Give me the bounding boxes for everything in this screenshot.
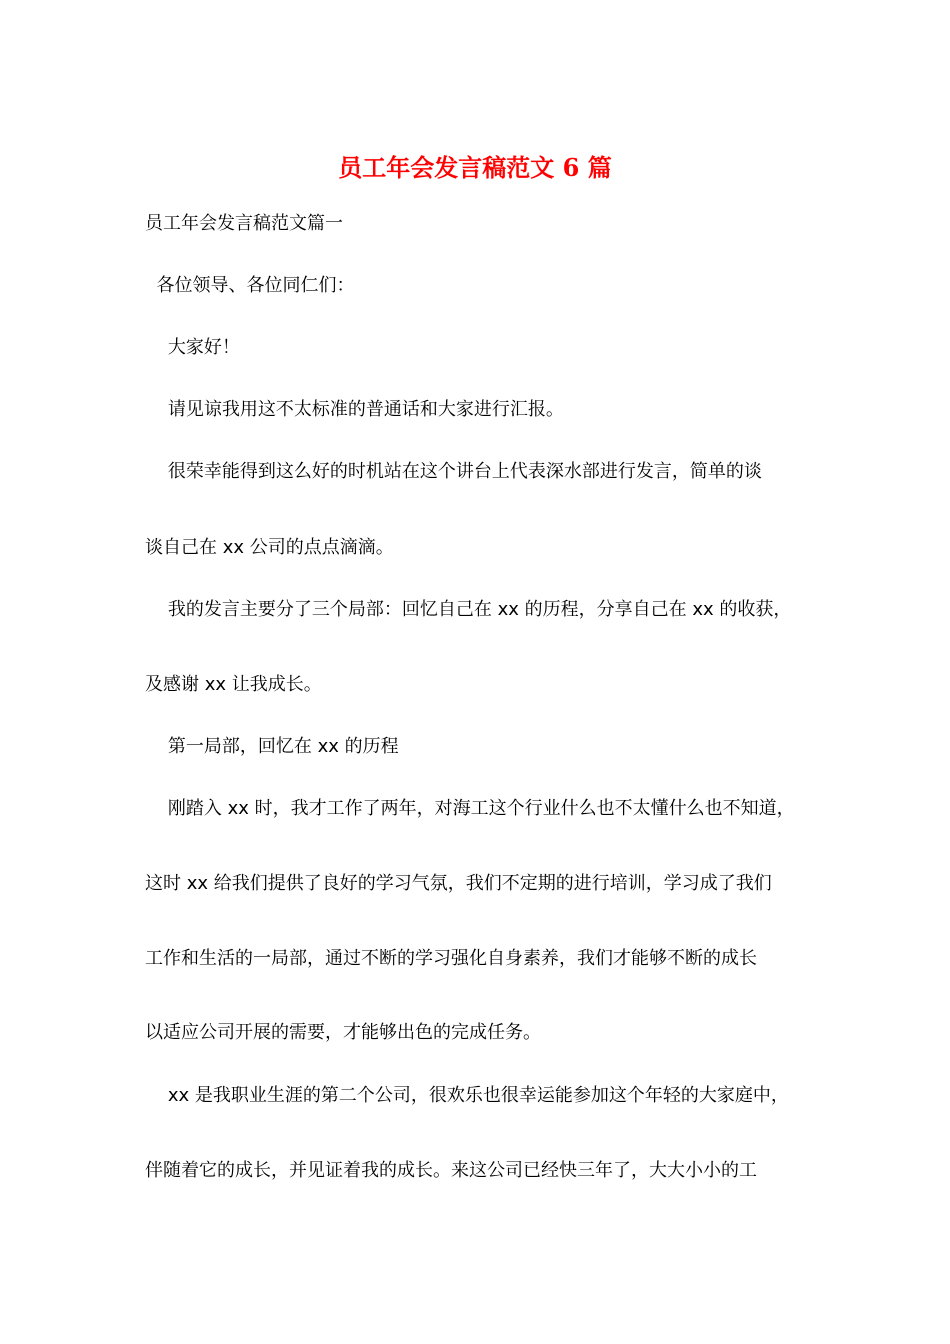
paragraph-line: 伴随着它的成长，并见证着我的成长。来这公司已经快三年了，大大小小的工 [145, 1160, 757, 1181]
section-heading: 员工年会发言稿范文篇一 [145, 213, 343, 234]
paragraph-line: xx 是我职业生涯的第二个公司，很欢乐也很幸运能参加这个年轻的大家庭中， [145, 1085, 789, 1106]
paragraph-line: 以适应公司开展的需要，才能够出色的完成任务。 [145, 1022, 541, 1043]
paragraph-line: 第一局部，回忆在 xx 的历程 [145, 736, 399, 757]
paragraph-line: 谈自己在 xx 公司的点点滴滴。 [145, 537, 394, 558]
document-title: 员工年会发言稿范文 6 篇 [338, 153, 612, 182]
paragraph-line: 这时 xx 给我们提供了良好的学习气氛，我们不定期的进行培训，学习成了我们 [145, 873, 772, 894]
paragraph-line: 请见谅我用这不太标准的普通话和大家进行汇报。 [145, 399, 564, 420]
paragraph-line: 刚踏入 xx 时，我才工作了两年，对海工这个行业什么也不太懂什么也不知道， [145, 798, 795, 819]
paragraph-line: 工作和生活的一局部，通过不断的学习强化自身素养，我们才能够不断的成长 [145, 948, 757, 969]
salutation: 各位领导、各位同仁们： [145, 275, 355, 296]
greeting: 大家好！ [145, 337, 240, 358]
paragraph-line: 我的发言主要分了三个局部：回忆自己在 xx 的历程，分享自己在 xx 的收获， [145, 599, 792, 620]
paragraph-line: 及感谢 xx 让我成长。 [145, 674, 322, 695]
paragraph-line: 很荣幸能得到这么好的时机站在这个讲台上代表深水部进行发言，简单的谈 [145, 461, 762, 482]
